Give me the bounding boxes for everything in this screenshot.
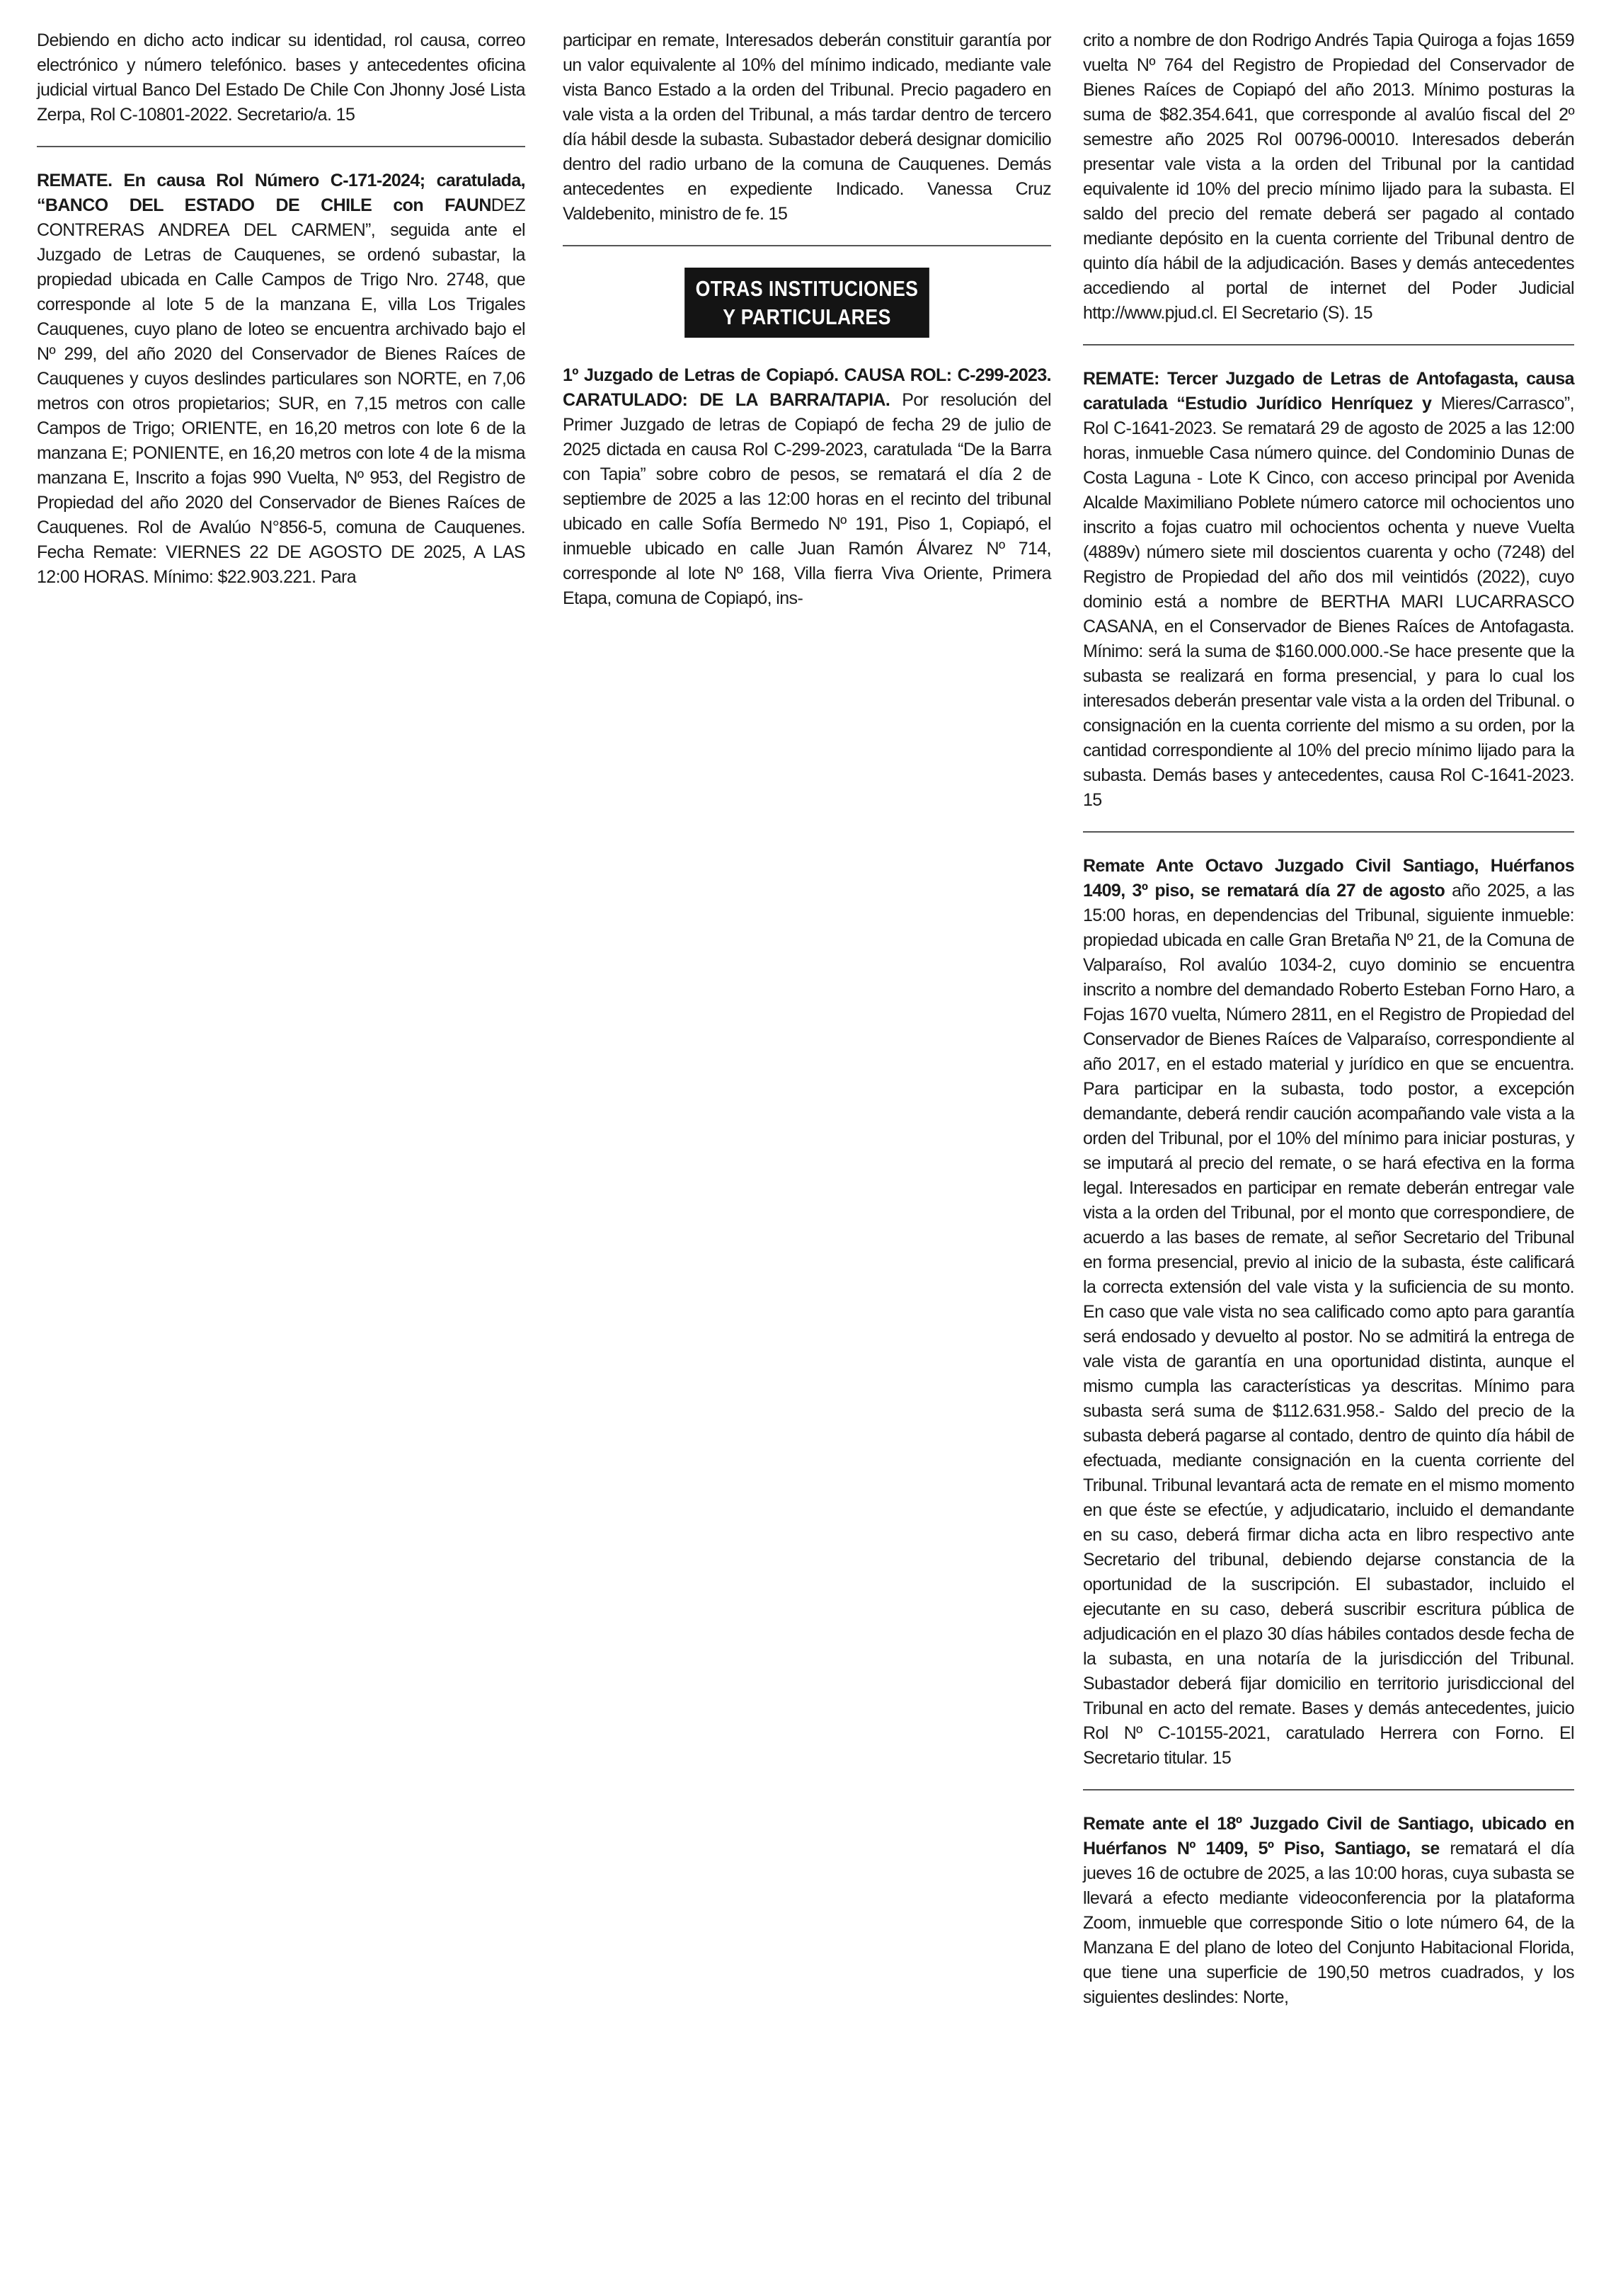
notice-body bbox=[37, 28, 525, 127]
notice-divider bbox=[1083, 831, 1574, 833]
notice-divider bbox=[1083, 1789, 1574, 1790]
notice-body-text: DEZ CONTRERAS ANDREA DEL CARMEN”, seguida ante el Juzgado de Letras de Cauquenes, se ordenó subastar, la propiedad ubicada en Calle Campos de Trigo Nro. 2748, que corresponde al lote 5 de la manzana E, villa Los Trigales Cauquenes, cuyo plano de loteo se encuentra archivado bajo el Nº 299, del año 2020 del Conservador de Bienes Raíces de Cauquenes y cuyos deslindes particulares son NORTE, en 7,06 metros con otros propietarios; SUR, en 7,15 metros con calle Campos de Trigo; ORIENTE, en 16,20 metros con lote 6 de la manzana E; PONIENTE, en 16,20 metros con lote 4 de la misma manzana E, Inscrito a fojas 990 Vuelta, Nº 953, del Registro de Propiedad del año 2020 del Conservador de Bienes Raíces de Cauquenes. Rol de Avalúo N°856-5, comuna de Cauquenes. Fecha Remate: VIERNES 22 DE AGOSTO DE 2025, A LAS 12:00 HORAS. Mínimo: $22.903.221. Para bbox=[37, 195, 525, 587]
notice-heading: REMATE: Tercer Juzgado de Letras de Antofagasta, causa caratulada “Estudio Jurídico Henríquez y bbox=[1083, 369, 1574, 413]
section-banner-otras-instituciones bbox=[684, 268, 929, 338]
section-banner-line-2: Y PARTICULARES bbox=[723, 304, 891, 329]
notice-body-text: Mieres/Carrasco”, Rol C-1641-2023. Se rematará 29 de agosto de 2025 a las 12:00 horas, inmueble Casa número quince. del Condominio Dunas de Costa Laguna - Lote K Cinco, con acceso principal por Avenida Alcalde Maximiliano Poblete número catorce mil ochocientos uno inscrito a fojas cuatro mil ochocientos ochenta y nueve Vuelta (4889v) número siete mil doscientos cuarenta y ocho (7248) del Registro de Propiedad del año dos mil veintidós (2022), cuyo dominio está a nombre de BERTHA MARI LUCARRASCO CASANA, en el Conservador de Bienes Raíces de Antofagasta. Mínimo: será la suma de $160.000.000.-Se hace presente que la subasta se realizará en forma presencial, y para lo cual los interesados deberán presentar vale vista a la orden del Tribunal. o consignación en la cuenta corriente del mismo a su orden, por la cantidad correspondiente al 10% del precio mínimo lijado para la subasta. Demás bases y antecedentes, causa Rol C-1641-2023. 15 bbox=[1083, 394, 1574, 810]
notice-remate-octavo-juzgado-civil bbox=[1083, 854, 1574, 1771]
notice-copiapo-de-la-barra-tapia bbox=[563, 363, 1051, 611]
notice-remate-antofagasta bbox=[1083, 367, 1574, 813]
notice-paragraph bbox=[563, 363, 1051, 611]
notice-divider bbox=[1083, 344, 1574, 345]
notice-paragraph bbox=[1083, 854, 1574, 1771]
notice-body-text: año 2025, a las 15:00 horas, en dependencias del Tribunal, siguiente inmueble: propiedad ubicada en calle Gran Bretaña Nº 21, de la Comuna de Valparaíso, Rol avalúo 1034-2, cuyo dominio se encuentra inscrito a nombre del demandado Roberto Esteban Forno Haro, a Fojas 1670 vuelta, Número 2811, en el Registro de Propiedad del Conservador de Bienes Raíces de Valparaíso, correspondiente al año 2017, en el estado material y jurídico en que se encuentra. Para participar en la subasta, todo postor, a excepción demandante, deberá rendir caución acompañando vale vista a la orden del Tribunal, por el 10% del mínimo para iniciar posturas, y se imputará al precio del remate, o se hará efectiva en la forma legal. Interesados en participar en remate deberán entregar vale vista a la orden del Tribunal, por el monto que correspondiere, de acuerdo a las bases de remate, al señor Secretario del Tribunal en forma presencial, previo al inicio de la subasta, éste calificará la correcta extensión del vale vista y la suficiencia de su monto. En caso que vale vista no sea calificado como apto para garantía será endosado y devuelto al postor. No se admitirá la entrega de vale vista de garantía en una oportunidad distinta, aunque el mismo cumpla las características ya descritas. Mínimo para subasta será suma de $112.631.958.- Saldo del precio de la subasta deberá pagarse al contado, dentro de quinto día hábil de efectuada, mediante consignación en la cuenta corriente del Tribunal. Tribunal levantará acta de remate en el mismo momento en que éste se efectúe, y adjudicatario, incluido el demandante en su caso, deberá firmar dicha acta en libro respectivo ante Secretario del tribunal, debiendo dejarse constancia de la oportunidad de la suscripción. El subastador, incluido el ejecutante en su caso, deberá suscribir escritura pública de adjudicación en el plazo 30 días hábiles contados desde fecha de la subasta, en una notaría de la jurisdicción del Tribunal. Subastador deberá fijar domicilio en territorio jurisdiccional del Tribunal en acto del remate. Bases y demás antecedentes, juicio Rol Nº C-10155-2021, caratulado Herrera con Forno. El Secretario titular. 15 bbox=[1083, 881, 1574, 1768]
notice-heading: REMATE. En causa Rol Número C-171-2024; caratulada, “BANCO DEL ESTADO DE CHILE con FAUN bbox=[37, 171, 525, 215]
column-1 bbox=[37, 28, 525, 590]
notice-heading: Remate ante el 18º Juzgado Civil de Santiago, ubicado en Huérfanos Nº 1409, 5º Piso, Santiago, se bbox=[1083, 1814, 1574, 1858]
notice-body bbox=[563, 28, 1051, 227]
notice-paragraph bbox=[37, 169, 525, 590]
notice-paragraph bbox=[1083, 367, 1574, 813]
notice-continuation-cauquenes bbox=[563, 28, 1051, 227]
notice-heading: 1º Juzgado de Letras de Copiapó. CAUSA ROL: C-299-2023. CARATULADO: DE LA BARRA/TAPIA. bbox=[563, 365, 1051, 410]
notice-remate-18-juzgado-civil bbox=[1083, 1812, 1574, 2010]
section-banner-line-1: OTRAS INSTITUCIONES bbox=[695, 276, 919, 301]
notice-divider bbox=[37, 146, 525, 147]
notice-body-text: Debiendo en dicho acto indicar su identidad, rol causa, correo electrónico y número telefónico. bases y antecedentes oficina judicial virtual Banco Del Estado De Chile Con Jhonny José Lista Zerpa, Rol C-10801-2022. Secretario/a. 15 bbox=[37, 30, 525, 125]
notice-heading: Remate Ante Octavo Juzgado Civil Santiago, Huérfanos 1409, 3º piso, se rematará día 27 de agosto bbox=[1083, 856, 1574, 901]
notice-paragraph bbox=[1083, 1812, 1574, 2010]
column-2 bbox=[563, 28, 1051, 611]
notice-body-text: participar en remate, Interesados deberán constituir garantía por un valor equivalente al 10% del mínimo indicado, mediante vale vista Banco Estado a la orden del Tribunal. Precio pagadero en vale vista a la orden del Tribunal, a más tardar dentro de tercero día hábil desde la subasta. Subastador deberá designar domicilio dentro del radio urbano de la comuna de Cauquenes. Demás antecedentes en expediente Indicado. Vanessa Cruz Valdebenito, ministro de fe. 15 bbox=[563, 30, 1051, 224]
notice-continuation-banco-estado-lista bbox=[37, 28, 525, 127]
notice-body-text: rematará el día jueves 16 de octubre de 2025, a las 10:00 horas, cuya subasta se llevará a efecto mediante videoconferencia por la plataforma Zoom, inmueble que corresponde Sitio o lote número 64, de la Manzana E del plano de loteo del Conjunto Habitacional Florida, que tiene una superficie de 190,50 metros cuadrados, y los siguientes deslindes: Norte, bbox=[1083, 1839, 1574, 2007]
notice-body bbox=[1083, 28, 1574, 326]
notice-body-text: crito a nombre de don Rodrigo Andrés Tapia Quiroga a fojas 1659 vuelta Nº 764 del Registro de Propiedad del Conservador de Bienes Raíces de Copiapó del año 2013. Mínimo posturas la suma de $82.354.641, que corresponde al avalúo fiscal del 2º semestre año 2025 Rol 00796-00010. Interesados deberán presentar vale vista a la orden del Tribunal por la cantidad equivalente id 10% del precio mínimo lijado para la subasta. El saldo del precio del remate deberá ser pagado al contado mediante depósito en la cuenta corriente del Tribunal dentro de quinto día hábil de la adjudicación. Bases y demás antecedentes accediendo al portal de internet del Poder Judicial http://www.pjud.cl. El Secretario (S). 15 bbox=[1083, 30, 1574, 323]
notice-divider bbox=[563, 245, 1051, 246]
section-banner-wrapper bbox=[563, 268, 1051, 338]
notice-continuation-copiapo bbox=[1083, 28, 1574, 326]
column-3 bbox=[1083, 28, 1574, 2010]
notice-remate-cauquenes bbox=[37, 169, 525, 590]
notice-body-text: Por resolución del Primer Juzgado de letras de Copiapó de fecha 29 de julio de 2025 dictada en causa Rol C-299-2023, caratulada “De la Barra con Tapia” sobre cobro de pesos, se rematará el día 2 de septiembre de 2025 a las 12:00 horas en el recinto del tribunal ubicado en calle Sofía Bermedo Nº 191, Piso 1, Copiapó, el inmueble ubicado en calle Juan Ramón Álvarez Nº 714, corresponde al lote Nº 168, Villa fierra Viva Oriente, Primera Etapa, comuna de Copiapó, ins- bbox=[563, 390, 1052, 608]
